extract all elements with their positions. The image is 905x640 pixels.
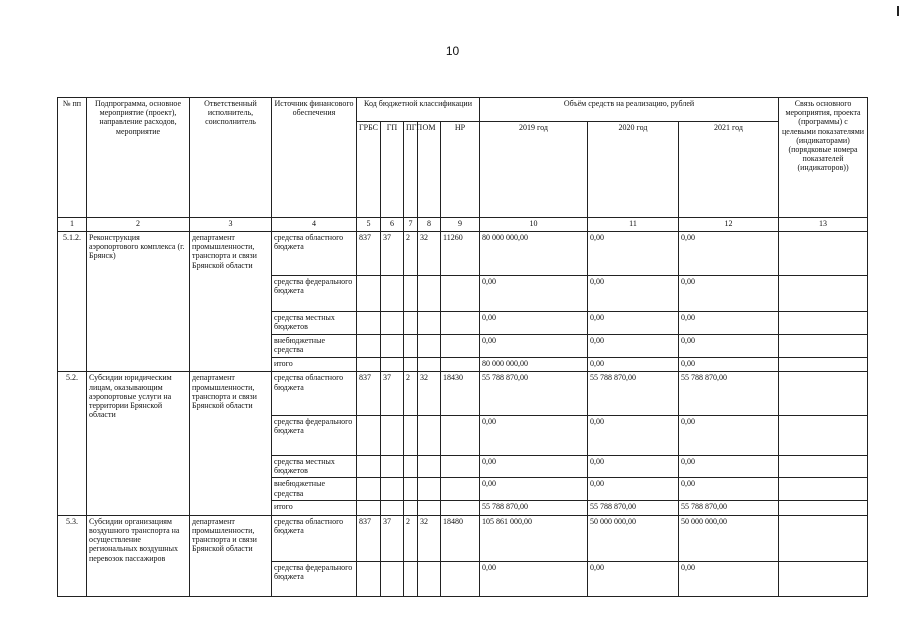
link-cell bbox=[779, 334, 868, 357]
amount-2021: 50 000 000,00 bbox=[679, 515, 779, 561]
gp-cell bbox=[381, 334, 404, 357]
amount-2020: 0,00 bbox=[588, 416, 679, 456]
source-cell: средства местных бюджетов bbox=[272, 455, 357, 478]
col-number: 9 bbox=[441, 218, 480, 232]
pgp-cell bbox=[404, 334, 418, 357]
amount-2019: 0,00 bbox=[480, 334, 588, 357]
grbs-cell bbox=[357, 312, 381, 335]
edge-mark bbox=[897, 6, 899, 16]
header-program: Подпрограмма, основное мероприятие (проект), направление расходов, мероприятие bbox=[87, 98, 190, 218]
amount-2021: 55 788 870,00 bbox=[679, 372, 779, 416]
om-cell: 32 bbox=[418, 232, 441, 276]
gp-cell bbox=[381, 455, 404, 478]
gp-cell bbox=[381, 561, 404, 596]
source-cell: внебюджетные средства bbox=[272, 334, 357, 357]
link-cell bbox=[779, 416, 868, 456]
amount-2021: 0,00 bbox=[679, 334, 779, 357]
amount-2019: 0,00 bbox=[480, 275, 588, 311]
om-cell bbox=[418, 334, 441, 357]
gp-cell: 37 bbox=[381, 232, 404, 276]
header-2020: 2020 год bbox=[588, 122, 679, 218]
col-number: 12 bbox=[679, 218, 779, 232]
amount-2019: 55 788 870,00 bbox=[480, 501, 588, 516]
col-number: 10 bbox=[480, 218, 588, 232]
header-source: Источник финансового обеспечения bbox=[272, 98, 357, 218]
amount-2020: 0,00 bbox=[588, 455, 679, 478]
amount-2020: 0,00 bbox=[588, 561, 679, 596]
grbs-cell: 837 bbox=[357, 515, 381, 561]
gp-cell bbox=[381, 275, 404, 311]
amount-2021: 0,00 bbox=[679, 312, 779, 335]
budget-table bbox=[57, 97, 868, 597]
amount-2019: 105 861 000,00 bbox=[480, 515, 588, 561]
col-number: 13 bbox=[779, 218, 868, 232]
pgp-cell: 2 bbox=[404, 515, 418, 561]
header-2021: 2021 год bbox=[679, 122, 779, 218]
om-cell: 32 bbox=[418, 515, 441, 561]
col-number: 8 bbox=[418, 218, 441, 232]
header-link: Связь основного мероприятия, проекта (программы) с целевыми показателями (индикаторами) (порядковые номера показателей (индикаторов)) bbox=[779, 98, 868, 218]
source-cell: средства местных бюджетов bbox=[272, 312, 357, 335]
grbs-cell bbox=[357, 416, 381, 456]
table-row bbox=[58, 372, 868, 416]
link-cell bbox=[779, 357, 868, 372]
amount-2020: 0,00 bbox=[588, 312, 679, 335]
header-budget-code: Код бюджетной классификации bbox=[357, 98, 480, 122]
header-om: ОМ bbox=[418, 122, 441, 218]
section-executor: департамент промышленности, транспорта и связи Брянской области bbox=[190, 515, 272, 596]
source-cell: средства областного бюджета bbox=[272, 232, 357, 276]
nr-cell bbox=[441, 334, 480, 357]
header-gp: ГП bbox=[381, 122, 404, 218]
col-number: 2 bbox=[87, 218, 190, 232]
om-cell bbox=[418, 312, 441, 335]
link-cell bbox=[779, 455, 868, 478]
column-number-row bbox=[58, 218, 868, 232]
col-number: 5 bbox=[357, 218, 381, 232]
section-executor: департамент промышленности, транспорта и связи Брянской области bbox=[190, 232, 272, 372]
grbs-cell bbox=[357, 478, 381, 501]
amount-2021: 0,00 bbox=[679, 478, 779, 501]
om-cell bbox=[418, 275, 441, 311]
link-cell bbox=[779, 372, 868, 416]
amount-2020: 0,00 bbox=[588, 232, 679, 276]
nr-cell bbox=[441, 275, 480, 311]
pgp-cell: 2 bbox=[404, 372, 418, 416]
grbs-cell bbox=[357, 357, 381, 372]
nr-cell: 18430 bbox=[441, 372, 480, 416]
nr-cell: 18480 bbox=[441, 515, 480, 561]
amount-2019: 80 000 000,00 bbox=[480, 357, 588, 372]
table-row bbox=[58, 232, 868, 276]
col-number: 6 bbox=[381, 218, 404, 232]
header-executor: Ответственный исполнитель, соисполнитель bbox=[190, 98, 272, 218]
pgp-cell bbox=[404, 561, 418, 596]
header-grbs: ГРБС bbox=[357, 122, 381, 218]
grbs-cell bbox=[357, 275, 381, 311]
amount-2019: 55 788 870,00 bbox=[480, 372, 588, 416]
om-cell: 32 bbox=[418, 372, 441, 416]
amount-2020: 0,00 bbox=[588, 275, 679, 311]
amount-2021: 0,00 bbox=[679, 357, 779, 372]
amount-2021: 0,00 bbox=[679, 416, 779, 456]
header-num: № пп bbox=[58, 98, 87, 218]
amount-2020: 55 788 870,00 bbox=[588, 372, 679, 416]
source-cell: средства областного бюджета bbox=[272, 372, 357, 416]
col-number: 11 bbox=[588, 218, 679, 232]
gp-cell bbox=[381, 416, 404, 456]
om-cell bbox=[418, 478, 441, 501]
om-cell bbox=[418, 561, 441, 596]
col-number: 3 bbox=[190, 218, 272, 232]
link-cell bbox=[779, 232, 868, 276]
section-name: Реконструкция аэропортового комплекса (г. Брянск) bbox=[87, 232, 190, 372]
om-cell bbox=[418, 357, 441, 372]
col-number: 4 bbox=[272, 218, 357, 232]
amount-2019: 0,00 bbox=[480, 312, 588, 335]
amount-2020: 0,00 bbox=[588, 334, 679, 357]
om-cell bbox=[418, 455, 441, 478]
gp-cell bbox=[381, 357, 404, 372]
nr-cell bbox=[441, 455, 480, 478]
amount-2021: 0,00 bbox=[679, 232, 779, 276]
amount-2021: 0,00 bbox=[679, 561, 779, 596]
pgp-cell bbox=[404, 501, 418, 516]
section-executor: департамент промышленности, транспорта и связи Брянской области bbox=[190, 372, 272, 515]
pgp-cell bbox=[404, 357, 418, 372]
link-cell bbox=[779, 561, 868, 596]
section-number: 5.3. bbox=[58, 515, 87, 596]
pgp-cell bbox=[404, 275, 418, 311]
section-number: 5.1.2. bbox=[58, 232, 87, 372]
amount-2019: 0,00 bbox=[480, 416, 588, 456]
gp-cell: 37 bbox=[381, 515, 404, 561]
amount-2019: 80 000 000,00 bbox=[480, 232, 588, 276]
nr-cell: 11260 bbox=[441, 232, 480, 276]
page-number: 10 bbox=[445, 44, 460, 58]
amount-2019: 0,00 bbox=[480, 478, 588, 501]
link-cell bbox=[779, 275, 868, 311]
pgp-cell bbox=[404, 312, 418, 335]
grbs-cell: 837 bbox=[357, 372, 381, 416]
source-cell: средства федерального бюджета bbox=[272, 561, 357, 596]
header-volume: Объём средств на реализацию, рублей bbox=[480, 98, 779, 122]
nr-cell bbox=[441, 561, 480, 596]
amount-2019: 0,00 bbox=[480, 561, 588, 596]
source-cell: средства федерального бюджета bbox=[272, 416, 357, 456]
source-cell: внебюджетные средства bbox=[272, 478, 357, 501]
col-number: 7 bbox=[404, 218, 418, 232]
pgp-cell: 2 bbox=[404, 232, 418, 276]
table-body bbox=[58, 232, 868, 597]
source-cell: итого bbox=[272, 357, 357, 372]
link-cell bbox=[779, 501, 868, 516]
pgp-cell bbox=[404, 478, 418, 501]
grbs-cell bbox=[357, 455, 381, 478]
table-row bbox=[58, 515, 868, 561]
amount-2020: 0,00 bbox=[588, 478, 679, 501]
amount-2020: 50 000 000,00 bbox=[588, 515, 679, 561]
nr-cell bbox=[441, 312, 480, 335]
gp-cell bbox=[381, 312, 404, 335]
grbs-cell bbox=[357, 561, 381, 596]
link-cell bbox=[779, 478, 868, 501]
header-nr: НР bbox=[441, 122, 480, 218]
amount-2021: 0,00 bbox=[679, 275, 779, 311]
source-cell: средства федерального бюджета bbox=[272, 275, 357, 311]
col-number: 1 bbox=[58, 218, 87, 232]
nr-cell bbox=[441, 357, 480, 372]
source-cell: средства областного бюджета bbox=[272, 515, 357, 561]
source-cell: итого bbox=[272, 501, 357, 516]
amount-2020: 55 788 870,00 bbox=[588, 501, 679, 516]
section-name: Субсидии юридическим лицам, оказывающим аэропортовые услуги на территории Брянской области bbox=[87, 372, 190, 515]
header-pgp: ПГП bbox=[404, 122, 418, 218]
om-cell bbox=[418, 501, 441, 516]
amount-2021: 55 788 870,00 bbox=[679, 501, 779, 516]
amount-2021: 0,00 bbox=[679, 455, 779, 478]
grbs-cell bbox=[357, 334, 381, 357]
link-cell bbox=[779, 312, 868, 335]
pgp-cell bbox=[404, 455, 418, 478]
section-number: 5.2. bbox=[58, 372, 87, 515]
om-cell bbox=[418, 416, 441, 456]
pgp-cell bbox=[404, 416, 418, 456]
link-cell bbox=[779, 515, 868, 561]
amount-2020: 0,00 bbox=[588, 357, 679, 372]
gp-cell: 37 bbox=[381, 372, 404, 416]
nr-cell bbox=[441, 501, 480, 516]
nr-cell bbox=[441, 416, 480, 456]
gp-cell bbox=[381, 501, 404, 516]
grbs-cell: 837 bbox=[357, 232, 381, 276]
nr-cell bbox=[441, 478, 480, 501]
header-2019: 2019 год bbox=[480, 122, 588, 218]
amount-2019: 0,00 bbox=[480, 455, 588, 478]
section-name: Субсидии организациям воздушного транспорта на осуществление региональных воздушных перевозок пассажиров bbox=[87, 515, 190, 596]
gp-cell bbox=[381, 478, 404, 501]
grbs-cell bbox=[357, 501, 381, 516]
